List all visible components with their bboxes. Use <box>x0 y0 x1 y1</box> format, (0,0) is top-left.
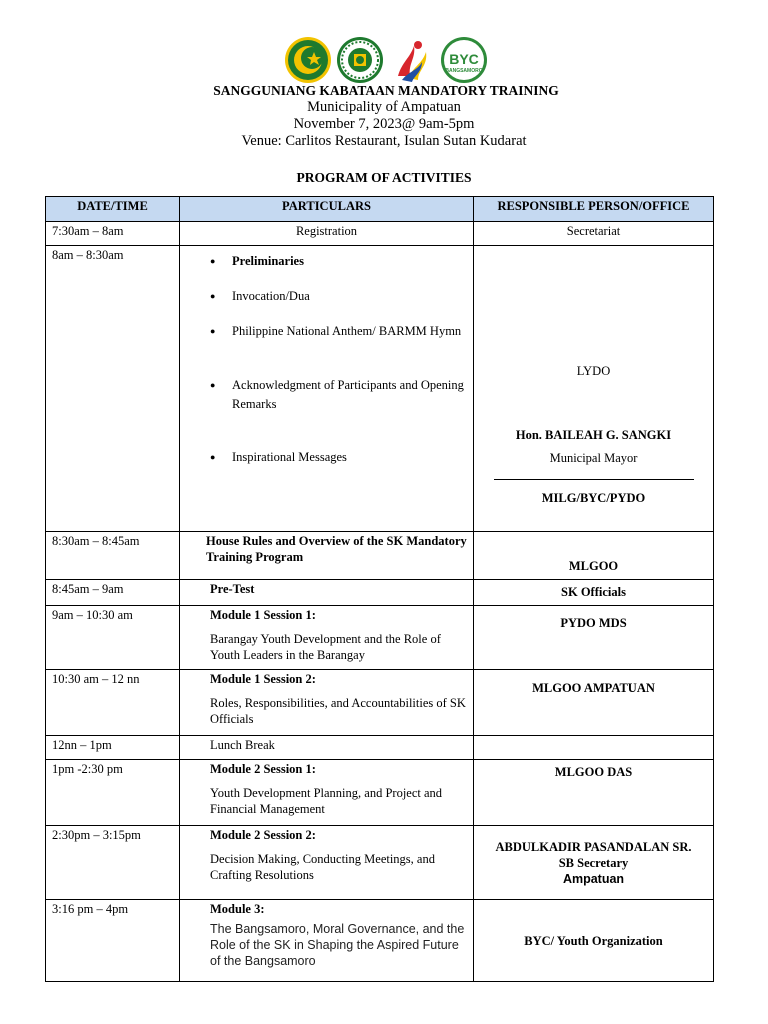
barmm-seal-logo <box>284 36 332 84</box>
time-cell: 12nn – 1pm <box>46 736 180 760</box>
particular-cell: House Rules and Overview of the SK Mandatory Training Program <box>180 532 474 580</box>
list-item: ● Preliminaries <box>210 253 467 269</box>
table-row <box>46 532 714 580</box>
responsible-line: SB Secretary <box>558 856 629 870</box>
responsible-cell: MLGOO AMPATUAN <box>474 670 714 736</box>
signature-divider <box>494 479 694 480</box>
table-row <box>46 826 714 900</box>
module-description: Youth Development Planning, and Project and Financial Management <box>210 786 443 816</box>
module-description: The Bangsamoro, Moral Governance, and the Role of the SK in Shaping the Aspired Future of the Bangsamoro <box>210 922 465 968</box>
table-row <box>46 606 714 670</box>
table-row <box>46 900 714 982</box>
responsible-line: Ampatuan <box>562 872 625 886</box>
particular-cell <box>180 246 474 532</box>
particular-cell: Lunch Break <box>180 736 474 760</box>
column-header-particulars: PARTICULARS <box>180 197 474 222</box>
responsible-cell <box>474 736 714 760</box>
particular-cell <box>180 606 474 670</box>
table-row <box>46 736 714 760</box>
module-title: Module 1 Session 1: <box>210 608 316 622</box>
particular-cell: Registration <box>180 222 474 246</box>
time-cell: 10:30 am – 12 nn <box>46 670 180 736</box>
program-table <box>45 196 714 982</box>
module-description: Decision Making, Conducting Meetings, and Crafting Resolutions <box>210 852 435 882</box>
time-cell: 1pm -2:30 pm <box>46 760 180 826</box>
responsible-cell: Secretariat <box>474 222 714 246</box>
module-description: Roles, Responsibilities, and Accountabilities of SK Officials <box>210 696 466 726</box>
module-title: Module 2 Session 1: <box>210 762 316 776</box>
column-header-responsible: RESPONSIBLE PERSON/OFFICE <box>474 197 714 222</box>
responsible-line: MILG/BYC/PYDO <box>541 491 646 505</box>
particular-cell <box>180 670 474 736</box>
responsible-line: Municipal Mayor <box>549 451 638 465</box>
byc-bangsamoro-logo <box>440 36 488 84</box>
flame-figure-logo <box>388 36 436 84</box>
responsible-cell <box>474 826 714 900</box>
responsible-cell: SK Officials <box>474 580 714 606</box>
module-title: Module 1 Session 2: <box>210 672 316 686</box>
particular-cell <box>180 900 474 982</box>
module-title: Module 2 Session 2: <box>210 828 316 842</box>
municipality-line: Municipality of Ampatuan <box>307 99 461 115</box>
responsible-cell: PYDO MDS <box>474 606 714 670</box>
responsible-cell <box>474 246 714 532</box>
mila-seal-logo <box>336 36 384 84</box>
svg-text:BYC: BYC <box>449 51 479 67</box>
particular-cell <box>180 826 474 900</box>
list-item: ● Inspirational Messages <box>210 449 467 465</box>
time-cell: 8am – 8:30am <box>46 246 180 532</box>
document-header <box>0 83 768 150</box>
particular-cell: Pre-Test <box>180 580 474 606</box>
responsible-line: ABDULKADIR PASANDALAN SR. <box>495 840 692 854</box>
responsible-line: Hon. BAILEAH G. SANGKI <box>515 428 672 442</box>
responsible-cell: MLGOO DAS <box>474 760 714 826</box>
time-cell: 8:45am – 9am <box>46 580 180 606</box>
module-description: Barangay Youth Development and the Role of Youth Leaders in the Barangay <box>210 632 441 662</box>
program-title: PROGRAM OF ACTIVITIES <box>296 170 472 185</box>
responsible-line: LYDO <box>576 364 611 378</box>
table-row <box>46 760 714 826</box>
logo-row <box>0 36 768 84</box>
particular-cell <box>180 760 474 826</box>
table-row <box>46 580 714 606</box>
list-item: ● Acknowledgment of Participants and Opening Remarks <box>210 376 467 414</box>
column-header-datetime: DATE/TIME <box>46 197 180 222</box>
time-cell: 9am – 10:30 am <box>46 606 180 670</box>
time-cell: 8:30am – 8:45am <box>46 532 180 580</box>
time-cell: 7:30am – 8am <box>46 222 180 246</box>
responsible-cell: BYC/ Youth Organization <box>474 900 714 982</box>
table-header-row <box>46 197 714 222</box>
svg-text:BANGSAMORO: BANGSAMORO <box>445 68 483 74</box>
time-cell: 3:16 pm – 4pm <box>46 900 180 982</box>
table-row <box>46 670 714 736</box>
list-item: ● Philippine National Anthem/ BARMM Hymn <box>210 323 467 339</box>
table-row <box>46 222 714 246</box>
responsible-cell: MLGOO <box>474 532 714 580</box>
table-row <box>46 246 714 532</box>
list-item: ● Invocation/Dua <box>210 288 467 304</box>
date-line: November 7, 2023@ 9am-5pm <box>293 116 475 132</box>
time-cell: 2:30pm – 3:15pm <box>46 826 180 900</box>
module-title: Module 3: <box>210 902 265 916</box>
venue-line: Venue: Carlitos Restaurant, Isulan Sutan Kudarat <box>241 133 527 149</box>
training-title: SANGGUNIANG KABATAAN MANDATORY TRAINING <box>213 83 559 98</box>
